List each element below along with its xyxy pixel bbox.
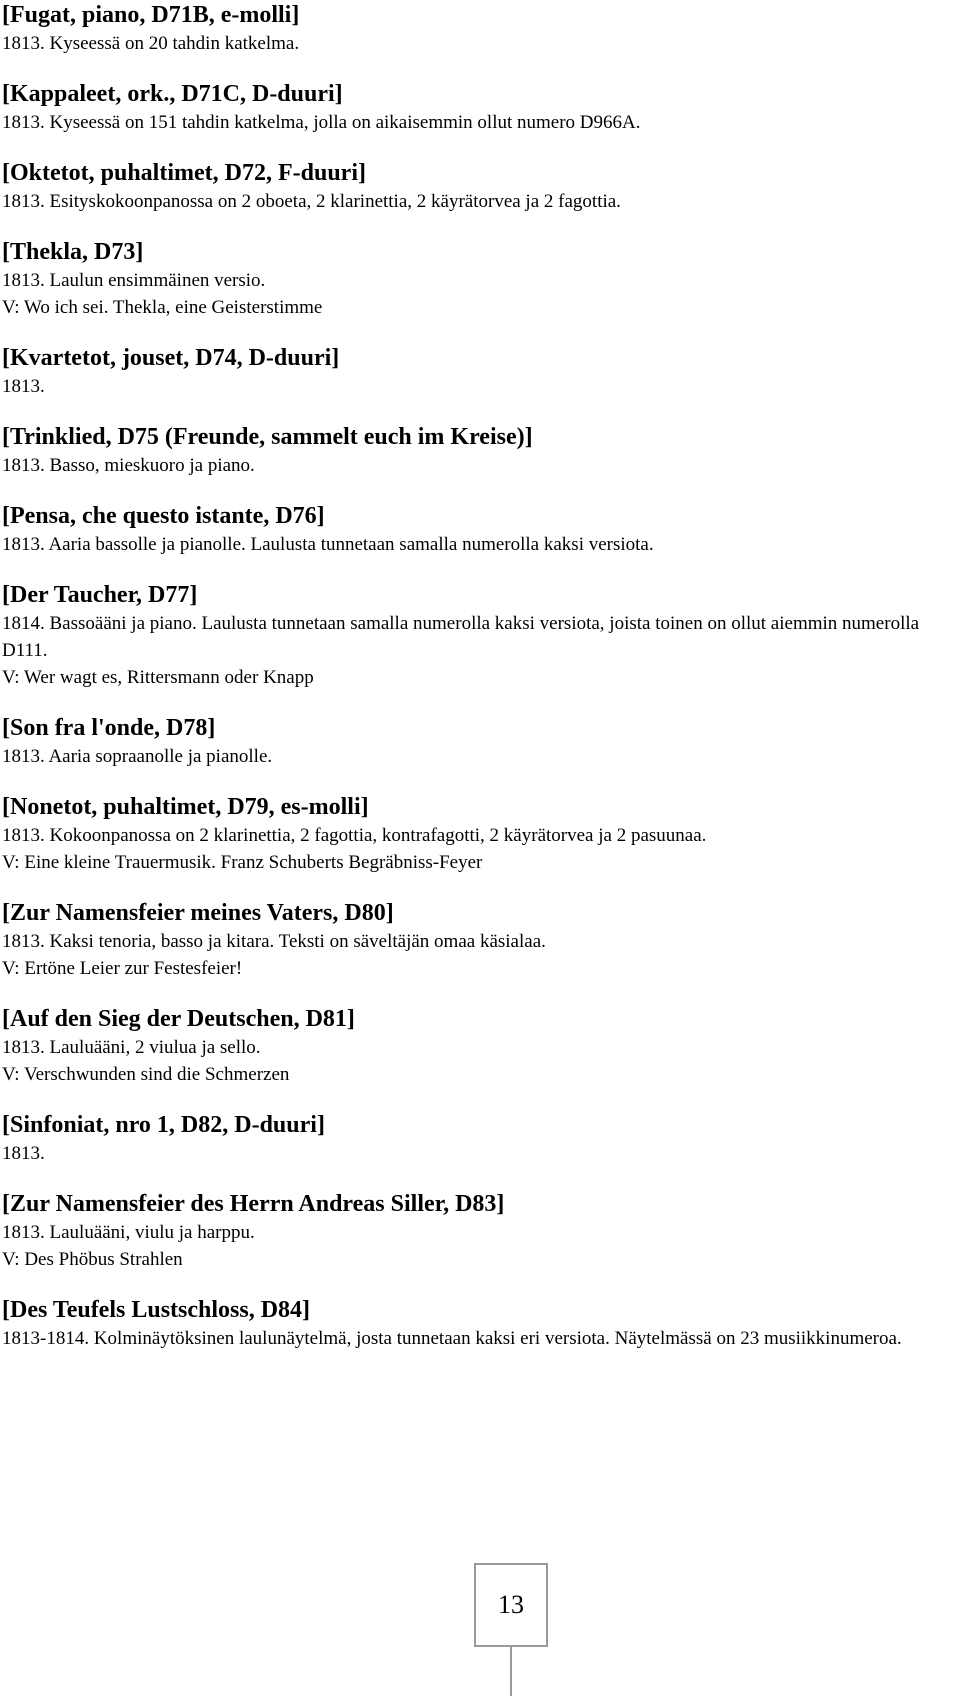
- entry-text-incipit: V: Verschwunden sind die Schmerzen: [2, 1064, 290, 1085]
- entry-description: 1813. Kaksi tenoria, basso ja kitara. Teksti on säveltäjän omaa käsialaa.: [2, 931, 546, 952]
- entry-title: [Zur Namensfeier des Herrn Andreas Siller, D83]: [2, 1191, 505, 1217]
- catalog-entry: [2, 580, 954, 691]
- entry-text-incipit: V: Wer wagt es, Rittersmann oder Knapp: [2, 667, 314, 688]
- entry-text-incipit: V: Wo ich sei. Thekla, eine Geisterstimme: [2, 297, 323, 318]
- entry-title: [Nonetot, puhaltimet, D79, es-molli]: [2, 794, 369, 820]
- entry-title: [Auf den Sieg der Deutschen, D81]: [2, 1006, 355, 1032]
- entry-title: [Kvartetot, jouset, D74, D-duuri]: [2, 345, 340, 371]
- catalog-entry: [2, 158, 954, 215]
- entry-text-incipit: V: Eine kleine Trauermusik. Franz Schuberts Begräbniss-Feyer: [2, 852, 483, 873]
- entry-title: [Oktetot, puhaltimet, D72, F-duuri]: [2, 160, 366, 186]
- entry-description: 1813-1814. Kolminäytöksinen laulunäytelmä, josta tunnetaan kaksi eri versiota. Näytelmässä on 23 musiikkinumeroa.: [2, 1328, 902, 1349]
- catalog-entry: [2, 501, 954, 558]
- entry-title: [Pensa, che questo istante, D76]: [2, 503, 325, 529]
- page-number-divider: [510, 1647, 512, 1696]
- catalog-entry: [2, 0, 954, 57]
- catalog-entry: [2, 792, 954, 876]
- catalog-entry: [2, 79, 954, 136]
- entry-description: 1813. Kyseessä on 151 tahdin katkelma, jolla on aikaisemmin ollut numero D966A.: [2, 112, 641, 133]
- catalog-entry: [2, 1189, 954, 1273]
- catalog-entries: [2, 0, 954, 1374]
- catalog-entry: [2, 1004, 954, 1088]
- page-number: 13: [474, 1563, 548, 1647]
- entry-description: 1813. Aaria bassolle ja pianolle. Laulusta tunnetaan samalla numerolla kaksi versiota.: [2, 534, 654, 555]
- entry-text-incipit: V: Des Phöbus Strahlen: [2, 1249, 183, 1270]
- catalog-entry: [2, 1110, 954, 1167]
- catalog-entry: [2, 343, 954, 400]
- entry-title: [Trinklied, D75 (Freunde, sammelt euch im Kreise)]: [2, 424, 533, 450]
- entry-title: [Sinfoniat, nro 1, D82, D-duuri]: [2, 1112, 325, 1138]
- entry-title: [Fugat, piano, D71B, e-molli]: [2, 2, 300, 28]
- entry-text-incipit: V: Ertöne Leier zur Festesfeier!: [2, 958, 243, 979]
- entry-title: [Son fra l'onde, D78]: [2, 715, 216, 741]
- entry-description: 1813. Basso, mieskuoro ja piano.: [2, 455, 255, 476]
- catalog-entry: [2, 422, 954, 479]
- entry-description: 1813. Kokoonpanossa on 2 klarinettia, 2 fagottia, kontrafagotti, 2 käyrätorvea ja 2 pasuunaa.: [2, 825, 707, 846]
- catalog-entry: [2, 713, 954, 770]
- entry-description: 1813.: [2, 376, 45, 397]
- entry-description: 1813. Aaria sopraanolle ja pianolle.: [2, 746, 273, 767]
- entry-title: [Kappaleet, ork., D71C, D-duuri]: [2, 81, 343, 107]
- entry-description: 1813. Kyseessä on 20 tahdin katkelma.: [2, 33, 300, 54]
- entry-description: 1813. Lauluääni, 2 viulua ja sello.: [2, 1037, 261, 1058]
- entry-description: 1813. Laulun ensimmäinen versio.: [2, 270, 266, 291]
- catalog-entry: [2, 898, 954, 982]
- entry-description: 1814. Bassoääni ja piano. Laulusta tunnetaan samalla numerolla kaksi versiota, joista toinen on ollut aiemmin numerolla D111.: [2, 613, 920, 661]
- catalog-entry: [2, 237, 954, 321]
- entry-description: 1813.: [2, 1143, 45, 1164]
- entry-title: [Des Teufels Lustschloss, D84]: [2, 1297, 311, 1323]
- catalog-entry: [2, 1295, 954, 1352]
- entry-description: 1813. Esityskokoonpanossa on 2 oboeta, 2 klarinettia, 2 käyrätorvea ja 2 fagottia.: [2, 191, 621, 212]
- entry-title: [Thekla, D73]: [2, 239, 144, 265]
- entry-description: 1813. Lauluääni, viulu ja harppu.: [2, 1222, 255, 1243]
- entry-title: [Zur Namensfeier meines Vaters, D80]: [2, 900, 394, 926]
- entry-title: [Der Taucher, D77]: [2, 582, 198, 608]
